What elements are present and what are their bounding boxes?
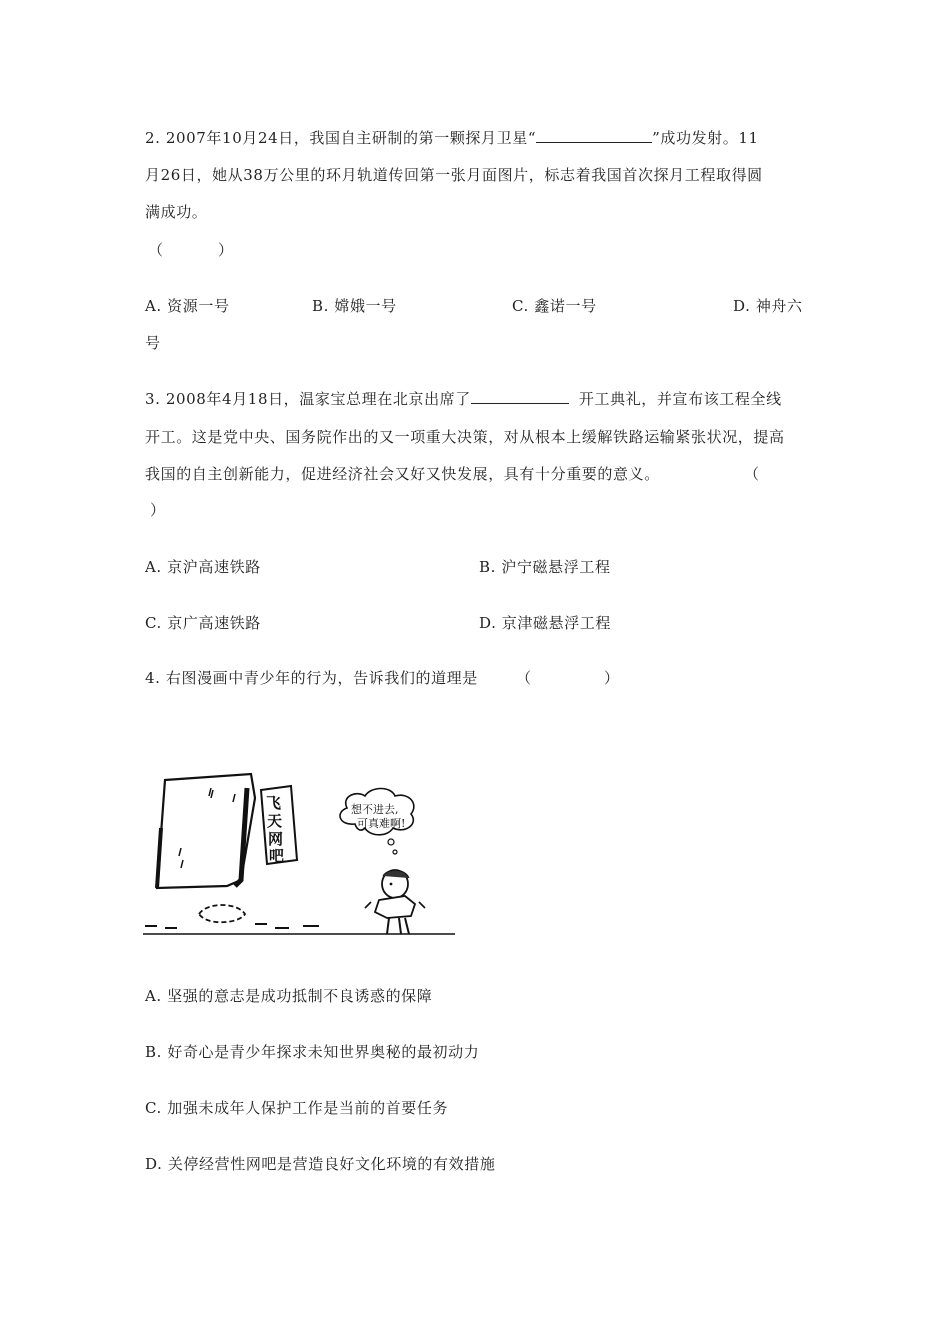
teen-body [375,896,415,918]
q3-line-1 [145,388,782,409]
footprint-loop [199,905,245,922]
q3-option-a: A. 京沪高速铁路 [145,558,261,576]
sign-char-4: 吧 [269,847,285,865]
q2-line-3: 满成功。 [145,203,208,221]
q3-option-d: D. 京津磁悬浮工程 [479,614,612,632]
q2-option-c: C. 鑫诺一号 [512,297,597,315]
q2-answer-blank [536,128,652,143]
q3-text-pre: 3. 2008年4月18日，温家宝总理在北京出席了 [145,390,471,408]
sign-char-2: 天 [267,812,283,830]
q3-text-post: 开工典礼，并宣布该工程全线 [578,390,782,408]
q2-paren-open: （ [148,241,164,259]
q4-option-b: B. 好奇心是青少年探求未知世界奥秘的最初动力 [145,1043,480,1061]
q3-line-2: 开工。这是党中央、国务院作出的又一项重大决策，对从根本上缓解铁路运输紧张状况，提高 [145,428,785,446]
internet-cafe-cartoon [143,768,455,936]
q2-line-2: 月26日，她从38万公里的环月轨道传回第一张月面图片，标志着我国首次探月工程取得圆 [145,166,763,184]
q4-paren-close: ） [604,669,620,687]
q3-answer-blank [471,389,569,404]
q4-stem: 4. 右图漫画中青少年的行为，告诉我们的道理是 [145,669,478,687]
q3-line-3: 我国的自主创新能力，促进经济社会又好又快发展，具有十分重要的意义。 [145,465,660,483]
q4-paren-open: （ [516,669,532,687]
thought-text-1: 想不进去, [351,803,399,816]
q2-option-d: D. 神舟六 [733,297,803,315]
q2-text-pre: 2. 2007年10月24日，我国自主研制的第一颗探月卫星“ [145,129,537,147]
q4-option-c: C. 加强未成年人保护工作是当前的首要任务 [145,1099,449,1117]
thought-bubble-dot-2 [393,850,397,854]
thought-text-2: 可真难啊! [357,817,406,830]
sign-char-1: 飞 [266,794,282,812]
q2-option-a: A. 资源一号 [145,297,230,315]
q3-option-c: C. 京广高速铁路 [145,614,261,632]
q2-line-1 [145,127,759,148]
q4-option-d: D. 关停经营性网吧是营造良好文化环境的有效措施 [145,1155,496,1173]
q2-text-post: ”成功发射。11 [652,129,759,147]
teen-eye [390,883,393,886]
q2-paren-close: ） [218,241,234,259]
q4-option-a: A. 坚强的意志是成功抵制不良诱惑的保障 [145,987,433,1005]
q3-paren-open: （ [744,465,760,483]
q3-option-b: B. 沪宁磁悬浮工程 [479,558,611,576]
teen-legs [387,918,409,934]
q3-paren-close: ） [150,501,166,519]
ground-dashes [145,924,319,928]
thought-bubble-dot-1 [388,839,394,845]
q2-option-b: B. 嫦娥一号 [312,297,397,315]
q2-option-d-wrap: 号 [145,334,161,352]
sign-char-3: 网 [268,830,284,848]
